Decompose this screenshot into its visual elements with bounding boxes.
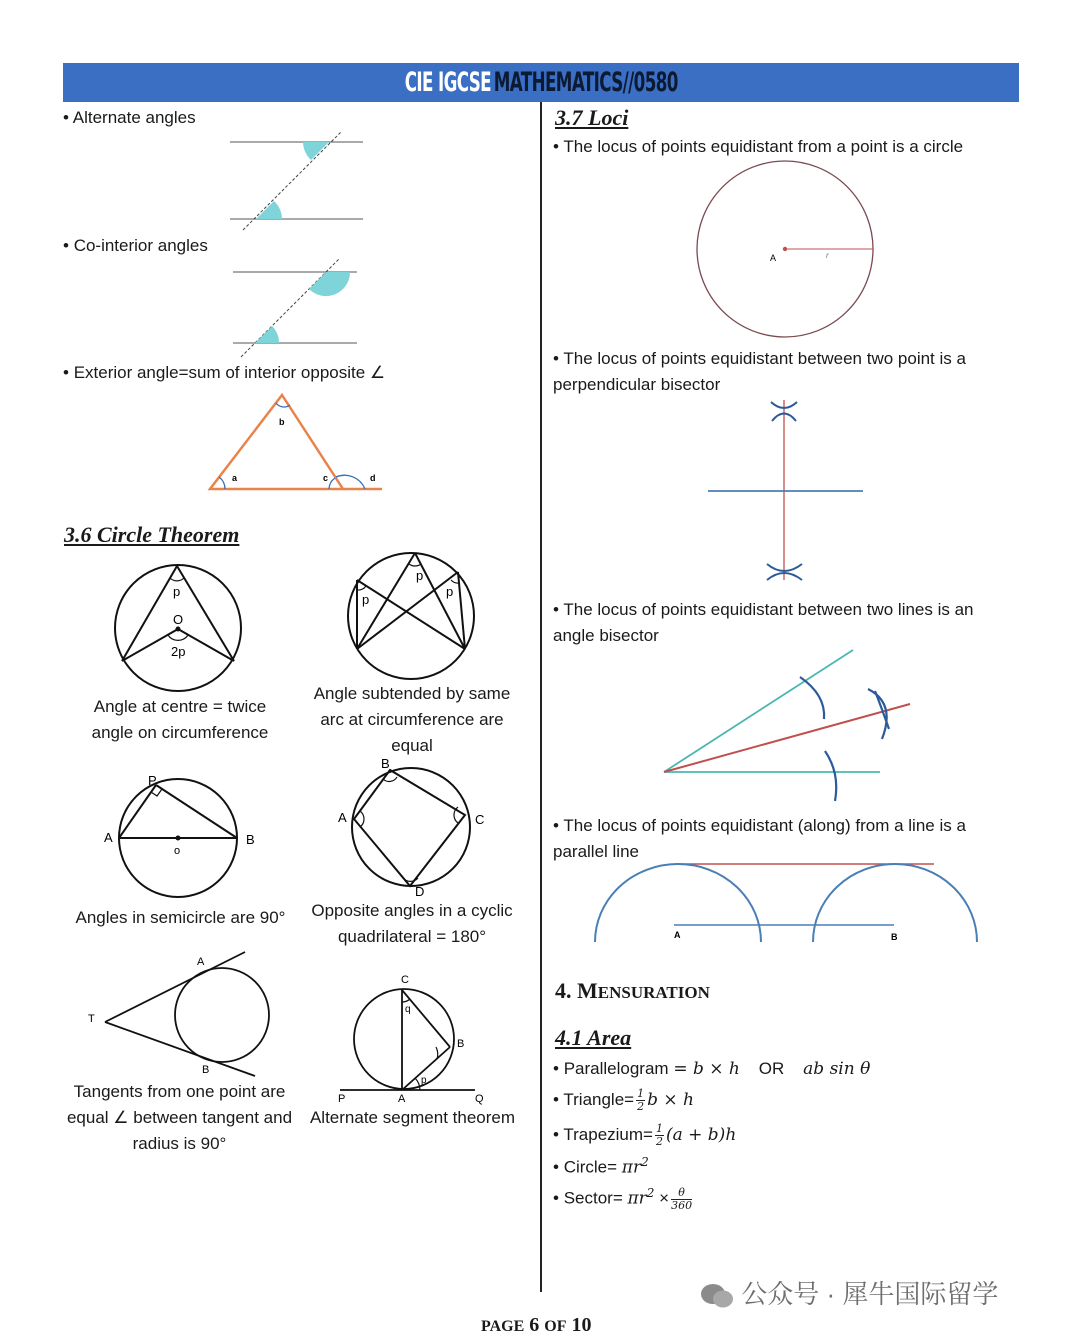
theorem1-caption: Angle at centre = twice angle on circumference [91,697,269,742]
theorem5-diagram [85,950,275,1080]
alternate-angles-label: • Alternate angles [63,108,196,127]
theorem3-diagram [100,770,265,910]
theorem4-caption: Opposite angles in a cyclic quadrilateral = 180° [311,901,513,946]
thm4-A: A [338,810,347,825]
wechat-icon [700,1283,734,1309]
thm3-o: o [174,845,181,857]
cointerior-angles-diagram [225,258,370,358]
thm2-p3: p [446,584,454,599]
loci3-text: • The locus of points equidistant between two lines is an angle bisector [553,600,974,645]
theorem2-caption: Angle subtended by same arc at circumference are equal [313,684,511,755]
loci2-text: • The locus of points equidistant between two point is a perpendicular bisector [553,349,966,394]
thm5-T: T [88,1013,95,1025]
watermark: 公众号 · 犀牛国际留学 [700,1274,998,1311]
thm6-P: P [338,1093,346,1105]
loci4-parallel-diagram [592,860,982,952]
tri-label-b: b [279,417,285,427]
thm2-p1: p [416,568,424,583]
circle-theorem-heading: 3.6 Circle Theorem [64,522,240,547]
thm3-P: P [148,773,157,788]
thm4-C: C [475,812,485,827]
loci4-A: A [674,930,681,940]
thm1-o: O [173,612,184,627]
thm6-A: A [398,1093,406,1105]
theorem2-diagram [345,550,480,685]
theorem6-caption: Alternate segment theorem [309,1108,516,1127]
thm6-p: p [421,1075,427,1086]
header-subject: MATHEMATICS//0580 [493,67,678,98]
thm5-B: B [202,1064,210,1076]
theorem1-diagram [110,563,250,703]
thm3-A: A [104,830,113,845]
loci1-r: r [826,251,829,260]
thm1-p: p [173,584,181,599]
theorem6-diagram [335,970,490,1108]
loci1-circle-diagram [695,160,877,342]
thm6-C: C [401,974,409,986]
mensuration-heading: 4. MENSURATION [555,978,710,1003]
loci1-A: A [770,253,777,263]
loci3-angle-bisector-diagram [660,647,915,807]
thm4-B: B [381,756,390,771]
header-brand: CIE IGCSE [404,67,491,98]
header-banner [63,63,1019,102]
area-triangle: • Triangle= $\frac{1}{2}$ b × h [553,1087,694,1113]
loci4-text: • The locus of points equidistant (along) from a line is a parallel line [553,816,966,861]
exterior-angle-triangle [205,390,385,495]
thm5-A: A [197,956,205,968]
theorem4-diagram [333,755,493,900]
area-sector: • Sector= $\pi r^2$ × $\frac{\theta}{360}$ [553,1185,693,1212]
theorem5-caption: Tangents from one point are equal ∠ between tangent and radius is 90° [66,1082,293,1153]
alternate-angles-diagram [225,128,370,233]
loci1-text: • The locus of points equidistant from a point is a circle [553,137,964,156]
loci-heading: 3.7 Loci [555,105,629,130]
thm4-D: D [415,884,425,899]
area-parallelogram: • Parallelogram = b × h OR ab sin θ [553,1059,871,1079]
loci4-B: B [891,932,898,942]
tri-label-d: d [370,473,376,483]
thm6-B: B [457,1038,465,1050]
thm1-2p: 2p [171,644,186,659]
theorem3-caption: Angles in semicircle are 90° [75,908,286,927]
column-divider [540,102,542,1292]
loci2-bisector-diagram [705,396,865,584]
thm6-q: q [405,1004,411,1015]
tri-label-c: c [323,473,329,483]
cointerior-angles-label: • Co-interior angles [63,236,208,255]
area-circle: • Circle= $\pi r^2$ [553,1155,649,1178]
exterior-angle-label: • Exterior angle=sum of interior opposite ∠ [63,363,386,382]
thm6-Q: Q [475,1093,484,1105]
thm2-p2: p [362,592,370,607]
area-trapezium: • Trapezium= $\frac{1}{2}$ (a + b)h [553,1122,737,1148]
area-heading: 4.1 Area [555,1025,632,1050]
tri-label-a: a [232,473,238,483]
thm3-B: B [246,832,255,847]
page-footer: PAGE 6 OF 10 [481,1314,592,1336]
